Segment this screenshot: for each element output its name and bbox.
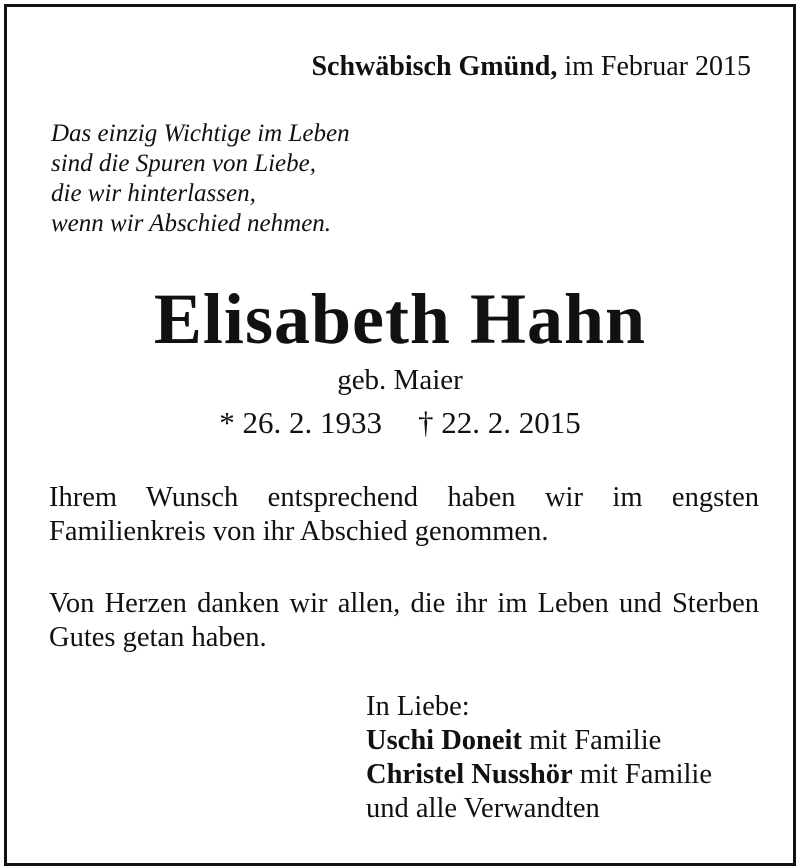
signer-line [366, 758, 712, 792]
signer-suffix: mit Familie [521, 725, 662, 756]
poem-line: die wir hinterlassen, [51, 180, 256, 207]
maiden-name: geb. Maier [337, 364, 463, 396]
farewell-paragraph: Ihrem Wunsch entsprechend haben wir im engsten Familienkreis von ihr Abschied genommen. [49, 482, 759, 547]
poem-line: sind die Spuren von Liebe, [51, 150, 317, 177]
place-name: Schwäbisch Gmünd, [311, 51, 558, 82]
closing-line: In Liebe: [366, 691, 470, 722]
relatives-line: und alle Verwandten [366, 793, 600, 824]
obituary-frame [4, 4, 796, 866]
life-dates [7, 404, 793, 442]
signer-name: Uschi Doneit [366, 725, 522, 756]
signer-name: Christel Nusshör [366, 759, 573, 790]
death-date: † 22. 2. 2015 [418, 405, 581, 440]
poem-line: Das einzig Wichtige im Leben [51, 120, 350, 147]
thanks-paragraph: Von Herzen danken wir allen, die ihr im Leben und Sterben Gutes getan haben. [49, 588, 759, 653]
signature-block [366, 690, 712, 826]
birth-date: * 26. 2. 1933 [219, 405, 382, 440]
signer-line [366, 724, 712, 758]
poem-line: wenn wir Abschied nehmen. [51, 210, 332, 237]
publication-date: im Februar 2015 [564, 51, 751, 82]
deceased-name: Elisabeth Hahn [153, 279, 647, 359]
place-date-line [311, 50, 751, 84]
memorial-poem [51, 119, 350, 239]
signer-suffix: mit Familie [572, 759, 712, 790]
